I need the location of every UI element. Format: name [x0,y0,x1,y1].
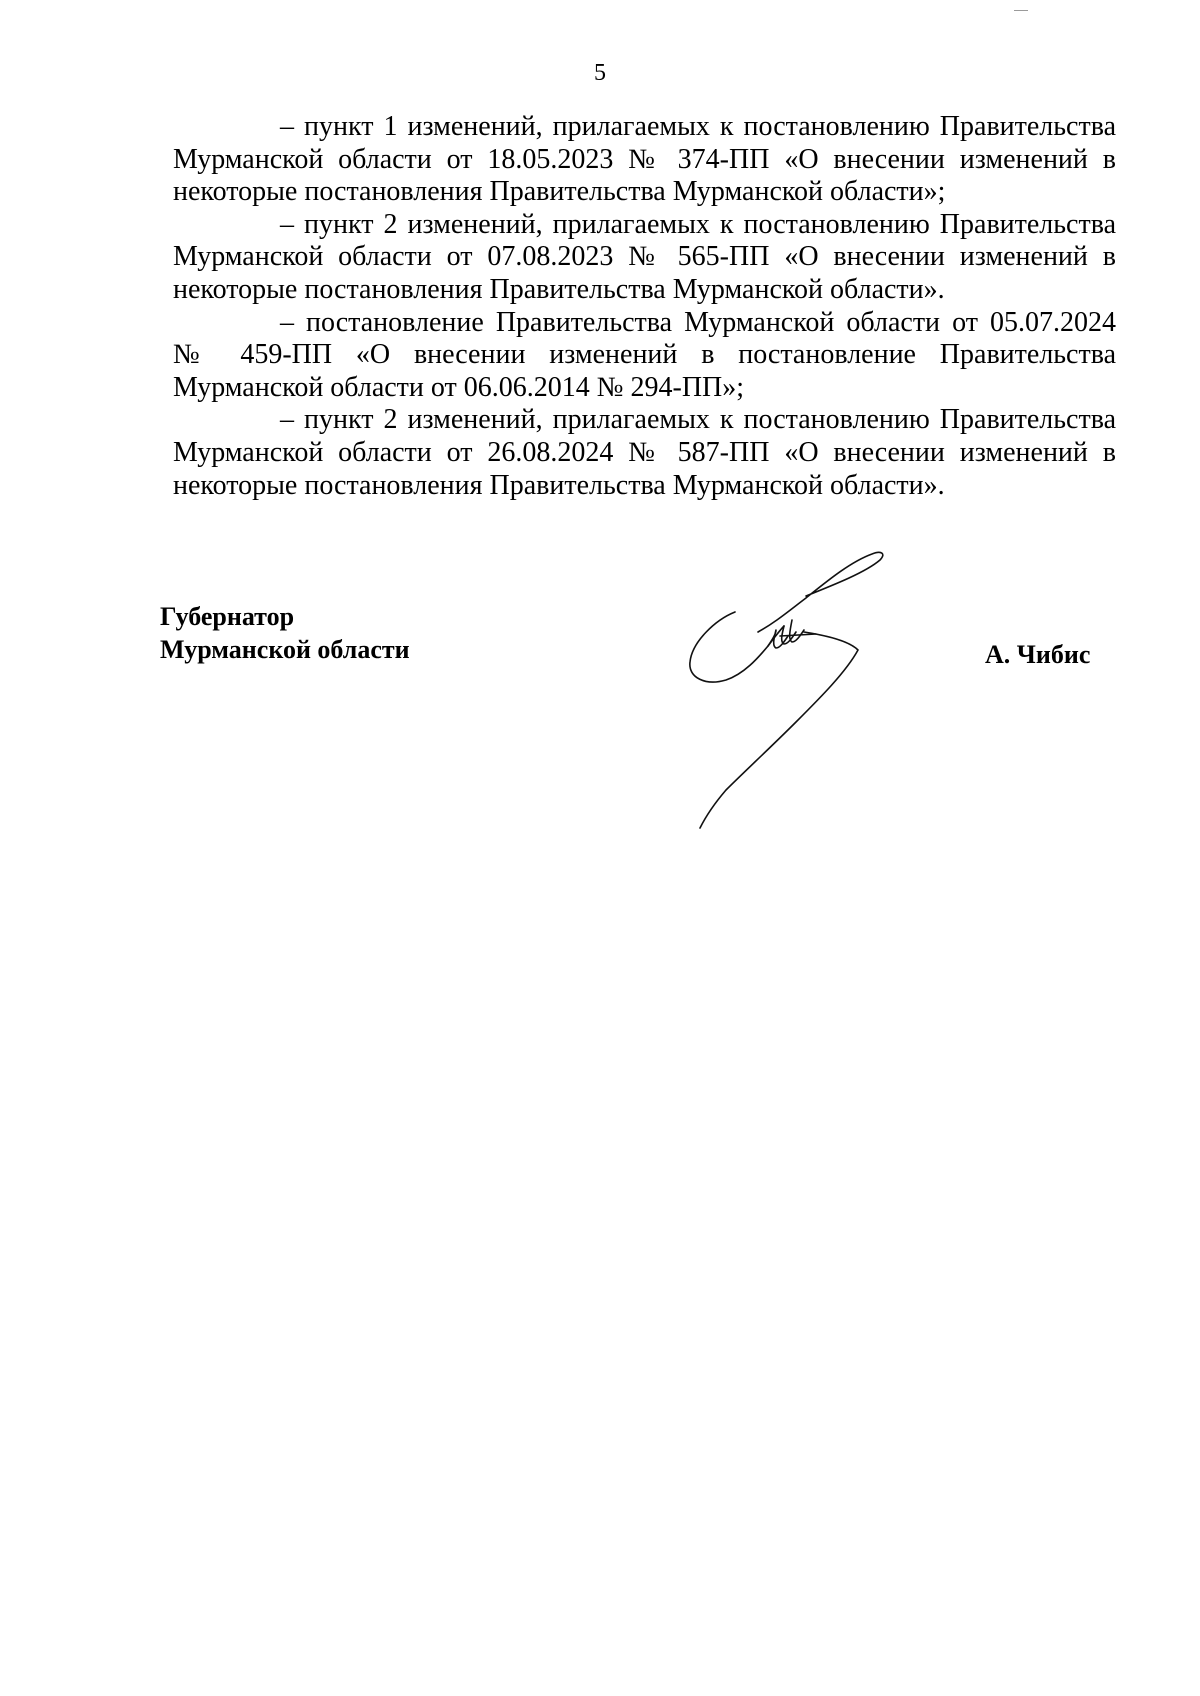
list-item: – пункт 1 изменений, прилагаемых к постановлению Правительства Мурманской области от 18.05.2023 № 374-ПП «О внесении изменений в некоторые постановления Правительства Мурманской области»; [173,111,1116,208]
signatory-name: А. Чибис [985,640,1091,669]
document-body [173,111,1116,502]
list-item: – пункт 2 изменений, прилагаемых к постановлению Правительства Мурманской области от 07.08.2023 № 565-ПП «О внесении изменений в некоторые постановления Правительства Мурманской области». [173,208,1116,305]
list-item: – пункт 2 изменений, прилагаемых к постановлению Правительства Мурманской области от 26.08.2024 № 587-ПП «О внесении изменений в некоторые постановления Правительства Мурманской области». [173,404,1116,501]
list-item: – постановление Правительства Мурманской области от 05.07.2024 № 459-ПП «О внесении изменений в постановление Правительства Мурманской области от 06.06.2014 № 294-ПП»; [173,306,1116,403]
signatory-position [160,600,410,666]
handwritten-signature [680,550,940,850]
signatory-region: Мурманской области [160,635,410,664]
page-number: 5 [594,60,606,86]
scan-artifact [1014,10,1028,11]
signatory-title: Губернатор [160,602,295,631]
